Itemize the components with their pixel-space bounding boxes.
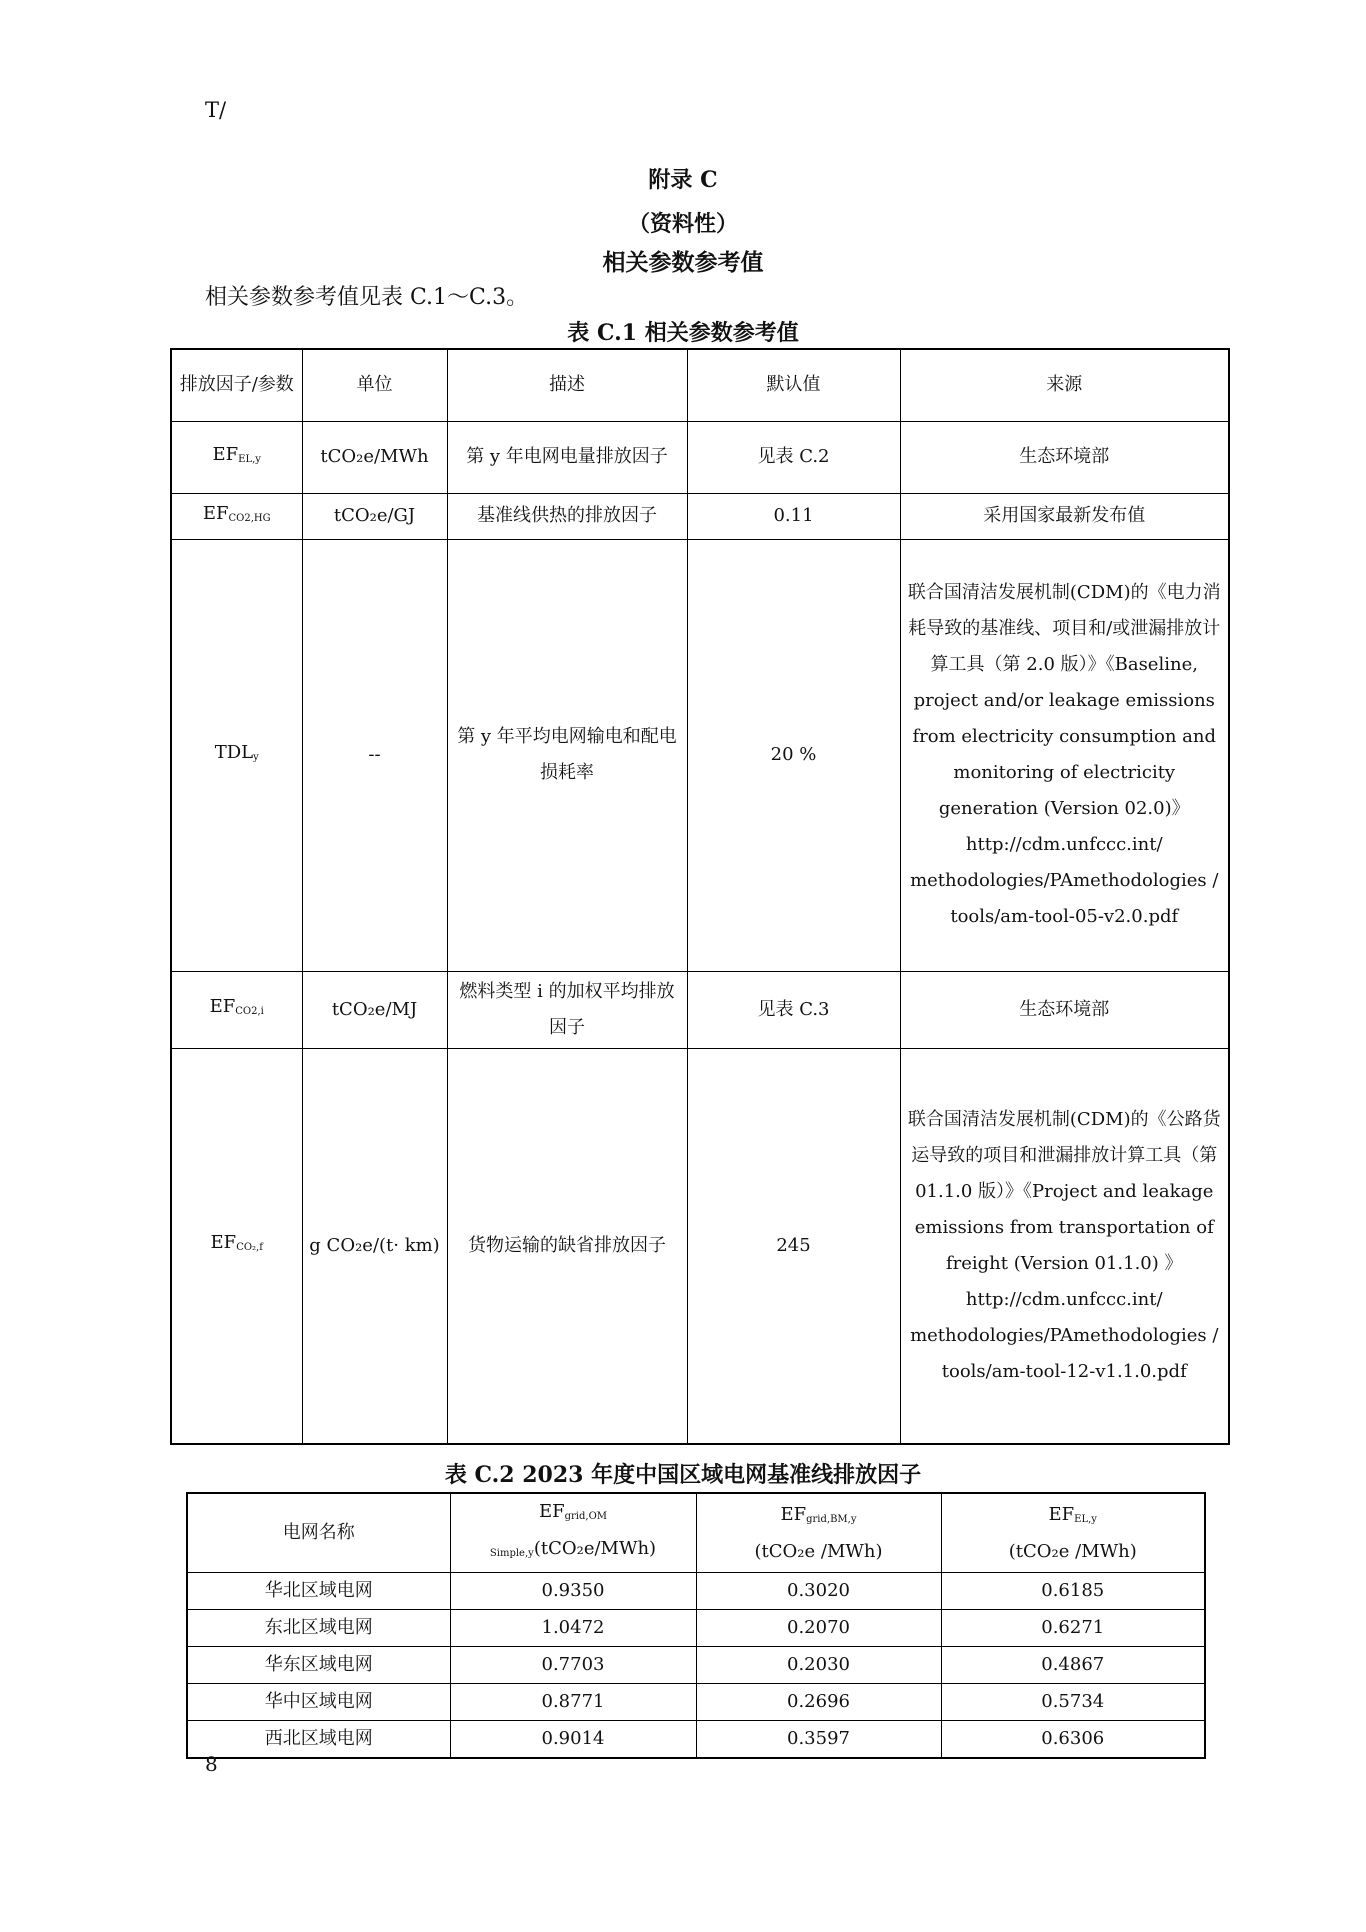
intro-paragraph: 相关参数参考值见表 C.1～C.3。 bbox=[205, 285, 529, 310]
table-row bbox=[171, 539, 1229, 971]
bm-cell: 0.2696 bbox=[696, 1684, 941, 1721]
table-row bbox=[187, 1684, 1205, 1721]
source-cell: 联合国清洁发展机制(CDM)的《电力消耗导致的基准线、项目和/或泄漏排放计算工具（第 2.0 版）》《Baseline, project and/or leakage emissions from electricity consumption and monitoring of electricity generation (Version 02.0)》http://cdm.unfccc.int/ methodologies/PAmethodologies / tools/am-tool-05-v2.0.pdf bbox=[900, 539, 1229, 971]
desc-cell: 基准线供热的排放因子 bbox=[447, 493, 687, 539]
table1-caption: 表 C.1 相关参数参考值 bbox=[567, 320, 799, 346]
om-cell: 1.0472 bbox=[450, 1610, 696, 1647]
om-cell: 0.8771 bbox=[450, 1684, 696, 1721]
table-header-row bbox=[187, 1493, 1205, 1573]
parameters-table bbox=[170, 348, 1230, 1445]
table-header-row bbox=[171, 349, 1229, 421]
bm-cell: 0.2030 bbox=[696, 1647, 941, 1684]
default-cell: 20 % bbox=[687, 539, 900, 971]
header-cell: 排放因子/参数 bbox=[171, 349, 302, 421]
grid-name-cell: 东北区域电网 bbox=[187, 1610, 450, 1647]
el-cell: 0.4867 bbox=[941, 1647, 1205, 1684]
header-cell: $EF_{EL,y}$ (tCO₂e /MWh) bbox=[941, 1493, 1205, 1573]
source-cell: 生态环境部 bbox=[900, 971, 1229, 1048]
header-mark: T/ bbox=[205, 98, 227, 122]
factor-cell: $EF_{CO2,HG}$ bbox=[171, 493, 302, 539]
appendix-title: 附录 C bbox=[648, 167, 718, 193]
table-row bbox=[171, 1048, 1229, 1444]
grid-name-cell: 华中区域电网 bbox=[187, 1684, 450, 1721]
el-cell: 0.6185 bbox=[941, 1573, 1205, 1610]
table-row bbox=[171, 493, 1229, 539]
el-cell: 0.6271 bbox=[941, 1610, 1205, 1647]
table-row bbox=[187, 1610, 1205, 1647]
header-cell: $EF_{grid,BM,y}$ (tCO₂e /MWh) bbox=[696, 1493, 941, 1573]
desc-cell: 第 y 年电网电量排放因子 bbox=[447, 421, 687, 493]
desc-cell: 燃料类型 i 的加权平均排放因子 bbox=[447, 971, 687, 1048]
el-cell: 0.6306 bbox=[941, 1721, 1205, 1759]
source-cell: 联合国清洁发展机制(CDM)的《公路货运导致的项目和泄漏排放计算工具（第 01.1.0 版）》《Project and leakage emissions from transportation of freight (Version 01.1.0) 》http://cdm.unfccc.int/ methodologies/PAmethodologies / tools/am-tool-12-v1.1.0.pdf bbox=[900, 1048, 1229, 1444]
grid-name-cell: 西北区域电网 bbox=[187, 1721, 450, 1759]
factor-cell: $EF_{EL,y}$ bbox=[171, 421, 302, 493]
unit-cell: tCO₂e/GJ bbox=[302, 493, 447, 539]
el-cell: 0.5734 bbox=[941, 1684, 1205, 1721]
bm-cell: 0.2070 bbox=[696, 1610, 941, 1647]
default-cell: 见表 C.3 bbox=[687, 971, 900, 1048]
desc-cell: 货物运输的缺省排放因子 bbox=[447, 1048, 687, 1444]
header-cell: 描述 bbox=[447, 349, 687, 421]
header-cell: 来源 bbox=[900, 349, 1229, 421]
unit-cell: -- bbox=[302, 539, 447, 971]
bm-cell: 0.3597 bbox=[696, 1721, 941, 1759]
grid-name-cell: 华东区域电网 bbox=[187, 1647, 450, 1684]
om-cell: 0.9350 bbox=[450, 1573, 696, 1610]
om-cell: 0.7703 bbox=[450, 1647, 696, 1684]
factor-cell: $TDL_y$ bbox=[171, 539, 302, 971]
table2-caption: 表 C.2 2023 年度中国区域电网基准线排放因子 bbox=[444, 1462, 922, 1488]
source-cell: 生态环境部 bbox=[900, 421, 1229, 493]
table-row bbox=[187, 1647, 1205, 1684]
unit-cell: tCO₂e/MJ bbox=[302, 971, 447, 1048]
header-cell: 单位 bbox=[302, 349, 447, 421]
factor-cell: $EF_{CO2,i}$ bbox=[171, 971, 302, 1048]
bm-cell: 0.3020 bbox=[696, 1573, 941, 1610]
source-cell: 采用国家最新发布值 bbox=[900, 493, 1229, 539]
default-cell: 见表 C.2 bbox=[687, 421, 900, 493]
appendix-subtitle: （资料性） bbox=[627, 211, 738, 237]
grid-name-cell: 华北区域电网 bbox=[187, 1573, 450, 1610]
table-row bbox=[187, 1573, 1205, 1610]
unit-cell: g CO₂e/(t· km) bbox=[302, 1048, 447, 1444]
default-cell: 245 bbox=[687, 1048, 900, 1444]
appendix-heading: 相关参数参考值 bbox=[602, 249, 764, 276]
om-cell: 0.9014 bbox=[450, 1721, 696, 1759]
header-cell: 默认值 bbox=[687, 349, 900, 421]
table-row bbox=[171, 421, 1229, 493]
header-cell: $EF_{grid,OM Simple,y}(tCO_2e/MWh)$ bbox=[450, 1493, 696, 1573]
header-cell: 电网名称 bbox=[187, 1493, 450, 1573]
table-row bbox=[187, 1721, 1205, 1759]
default-cell: 0.11 bbox=[687, 493, 900, 539]
desc-cell: 第 y 年平均电网输电和配电损耗率 bbox=[447, 539, 687, 971]
unit-cell: tCO₂e/MWh bbox=[302, 421, 447, 493]
factor-cell: $EF_{CO_2,f}$ bbox=[171, 1048, 302, 1444]
grid-emission-table bbox=[186, 1492, 1206, 1759]
table-row bbox=[171, 971, 1229, 1048]
page-number: 8 bbox=[205, 1752, 218, 1776]
